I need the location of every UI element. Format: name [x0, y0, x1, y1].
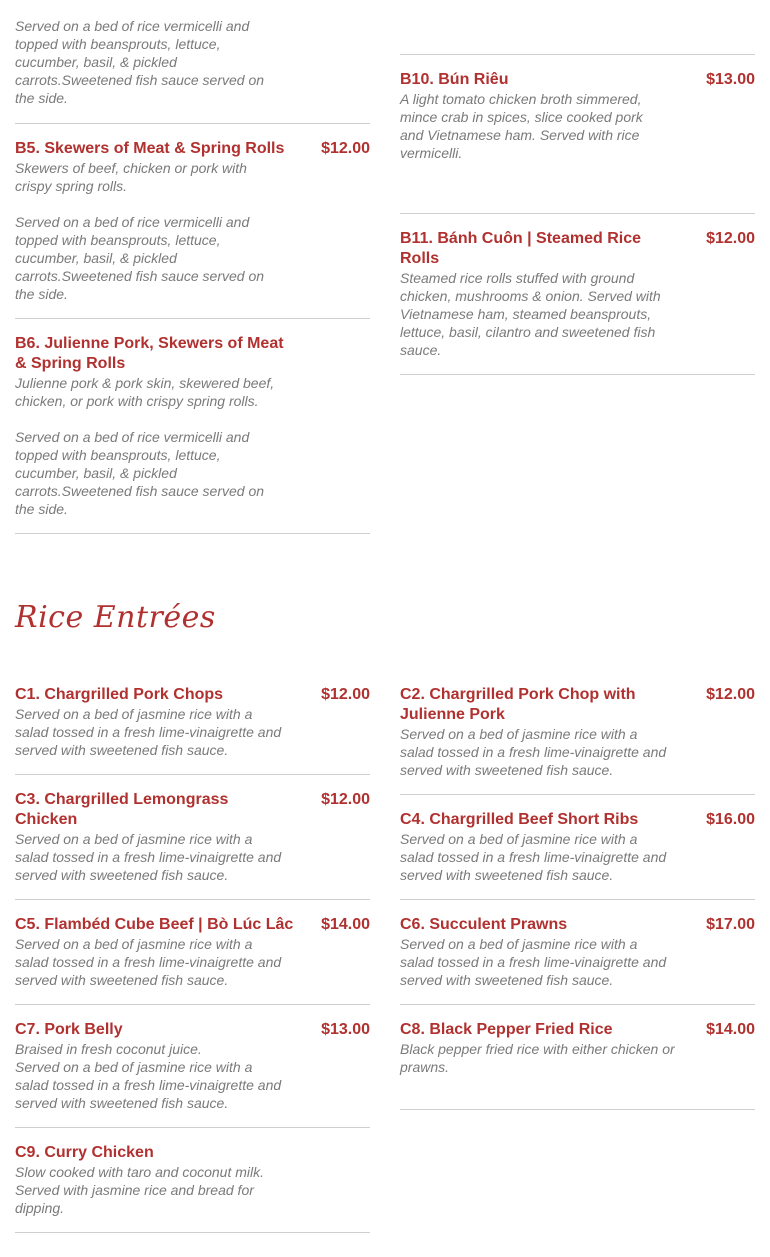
- item-name: C7. Pork Belly: [15, 1021, 123, 1038]
- menu-item-b5: [15, 139, 370, 319]
- item-name: C2. Chargrilled Pork Chop with Julienne Pork: [400, 686, 636, 723]
- item-name: B11. Bánh Cuôn | Steamed Rice Rolls: [400, 230, 641, 267]
- menu-item-b6: [15, 334, 370, 534]
- item-name: C9. Curry Chicken: [15, 1144, 154, 1161]
- section-title: Rice Entrées: [15, 600, 216, 635]
- menu-item-c9: [15, 1143, 370, 1233]
- item-description: Julienne pork & pork skin, skewered beef, chicken, or pork with crispy spring rolls. Served on a bed of rice vermicelli and topped with beansprouts, lettuce, cucumber, basil, & pickled carrots.Sweetened fish sauce served on the side.: [15, 375, 275, 517]
- item-name: B10. Bún Riêu: [400, 71, 509, 88]
- item-price: $12.00: [321, 140, 370, 157]
- item-description: Served on a bed of rice vermicelli and topped with beansprouts, lettuce, cucumber, basil, & pickled carrots.Sweetened fish sauce served on the side.: [15, 18, 265, 106]
- menu-item-c8: [400, 1020, 755, 1110]
- menu-item-partial-right: [400, 0, 755, 55]
- menu-item-c4: [400, 810, 755, 900]
- item-name: C5. Flambéd Cube Beef | Bò Lúc Lâc: [15, 916, 294, 933]
- item-description: Served on a bed of jasmine rice with a salad tossed in a fresh lime-vinaigrette and served with sweetened fish sauce.: [15, 831, 282, 883]
- menu-item-c6: [400, 915, 755, 1005]
- menu-item-partial-left: [15, 0, 370, 124]
- item-price: $16.00: [706, 811, 755, 828]
- item-name: B6. Julienne Pork, Skewers of Meat & Spring Rolls: [15, 335, 284, 372]
- item-price: $17.00: [706, 916, 755, 933]
- item-price: $13.00: [706, 71, 755, 88]
- item-price: $14.00: [706, 1021, 755, 1038]
- item-name: C6. Succulent Prawns: [400, 916, 568, 933]
- menu-item-c2: [400, 685, 755, 795]
- item-description: Served on a bed of jasmine rice with a salad tossed in a fresh lime-vinaigrette and served with sweetened fish sauce.: [15, 706, 282, 758]
- menu-item-b11: [400, 229, 755, 375]
- item-price: $12.00: [321, 791, 370, 808]
- item-description: A light tomato chicken broth simmered, mince crab in spices, slice cooked pork and Vietnamese ham. Served with rice vermicelli.: [400, 91, 643, 161]
- item-price: $12.00: [706, 686, 755, 703]
- item-price: $12.00: [321, 686, 370, 703]
- menu-item-c5: [15, 915, 370, 1005]
- menu-item-c1: [15, 685, 370, 775]
- item-price: $12.00: [706, 230, 755, 247]
- item-description: Slow cooked with taro and coconut milk. Served with jasmine rice and bread for dipping.: [15, 1164, 265, 1216]
- item-price: $13.00: [321, 1021, 370, 1038]
- menu-item-c7: [15, 1020, 370, 1128]
- menu-item-b10: [400, 70, 755, 214]
- menu-item-c3: [15, 790, 370, 900]
- item-description: Served on a bed of jasmine rice with a salad tossed in a fresh lime-vinaigrette and served with sweetened fish sauce.: [400, 726, 667, 778]
- item-description: Served on a bed of jasmine rice with a salad tossed in a fresh lime-vinaigrette and served with sweetened fish sauce.: [400, 831, 667, 883]
- item-description: Skewers of beef, chicken or pork with crispy spring rolls. Served on a bed of rice vermicelli and topped with beansprouts, lettuce, cucumber, basil, & pickled carrots.Sweetened fish sauce served on the side.: [15, 160, 265, 302]
- item-description: Braised in fresh coconut juice. Served on a bed of jasmine rice with a salad tossed in a fresh lime-vinaigrette and served with sweetened fish sauce.: [15, 1041, 282, 1111]
- item-description: Served on a bed of jasmine rice with a salad tossed in a fresh lime-vinaigrette and served with sweetened fish sauce.: [400, 936, 667, 988]
- item-description: Steamed rice rolls stuffed with ground chicken, mushrooms & onion. Served with Vietnamese ham, steamed beansprouts, lettuce, basil, cilantro and sweetened fish sauce.: [400, 270, 661, 358]
- item-name: C8. Black Pepper Fried Rice: [400, 1021, 613, 1038]
- item-description: Served on a bed of jasmine rice with a salad tossed in a fresh lime-vinaigrette and served with sweetened fish sauce.: [15, 936, 282, 988]
- item-description: Black pepper fried rice with either chicken or prawns.: [400, 1041, 675, 1075]
- item-price: $14.00: [321, 916, 370, 933]
- item-name: C4. Chargrilled Beef Short Ribs: [400, 811, 639, 828]
- item-name: B5. Skewers of Meat & Spring Rolls: [15, 140, 285, 157]
- item-name: C1. Chargrilled Pork Chops: [15, 686, 224, 703]
- item-name: C3. Chargrilled Lemongrass Chicken: [15, 791, 229, 828]
